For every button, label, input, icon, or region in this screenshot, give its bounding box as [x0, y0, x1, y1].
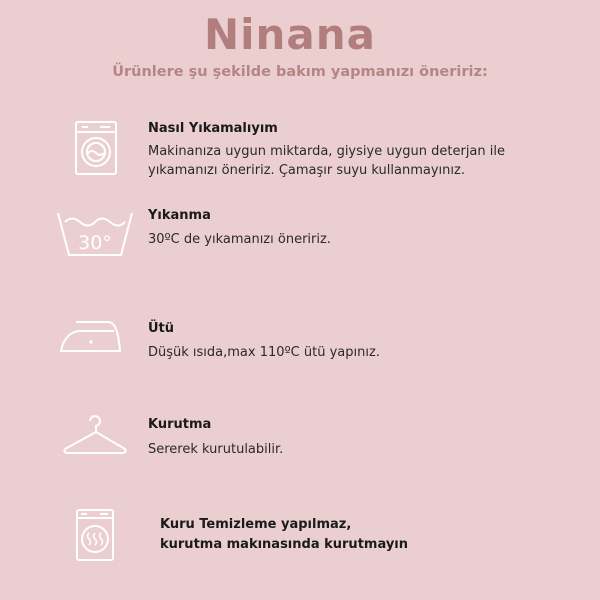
care-item-description: Makinanıza uygun miktarda, giysiye uygun deterjan ile yıkamanızı öneririz. Çamaşır suyu kullanmayınız.: [148, 144, 505, 178]
brand-title: Ninana: [203, 10, 377, 59]
dry-cleaning-note-line: Kuru Temizleme yapılmaz,: [160, 517, 352, 532]
care-subtitle: Ürünlere şu şekilde bakım yapmanızı öneririz:: [112, 64, 488, 80]
dry-clean-machine-icon: [75, 508, 115, 562]
care-item-description: Sererek kurutulabilir.: [148, 442, 284, 457]
care-item-title: Nasıl Yıkamalıyım: [148, 121, 278, 136]
care-item-description: 30ºC de yıkamanızı öneririz.: [148, 232, 331, 247]
hanger-icon: [62, 413, 128, 457]
care-item-title: Kurutma: [148, 417, 212, 432]
care-item-title: Yıkanma: [148, 208, 211, 223]
dry-cleaning-note: [160, 515, 408, 555]
washing-machine-icon: [74, 120, 118, 176]
wash-temperature-label: 30°: [78, 232, 112, 254]
care-item-description: Düşük ısıda,max 110ºC ütü yapınız.: [148, 345, 380, 360]
dry-cleaning-note-line: kurutma makınasında kurutmayın: [160, 537, 409, 552]
wash-30-degrees-icon: [55, 209, 135, 259]
care-item-title: Ütü: [148, 321, 175, 336]
iron-icon: [58, 318, 124, 354]
